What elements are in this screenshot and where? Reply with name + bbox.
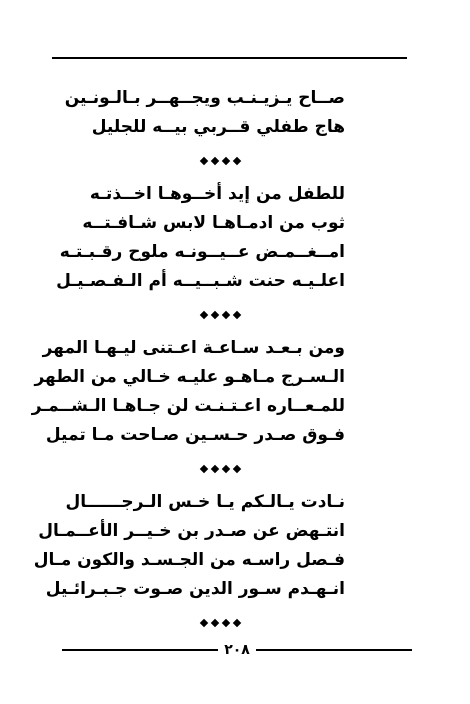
diamond-icon [221,156,231,166]
verse-line: ومن بـعـد سـاعـة اعـتنى ليـهـا المهر [42,338,345,358]
page-footer [62,640,412,660]
diamond-icon [199,156,209,166]
diamond-icon [232,310,242,320]
diamond-icon [210,464,220,474]
page-number: ٢٠٨ [224,642,250,658]
verse-line: للطفل من إيد أخــوهـا اخــذتـه [89,184,345,204]
stanza [64,84,345,142]
verse-line: الـسـرج مـاهـو عليـه خـالي من الطهر [34,367,345,387]
stanza [31,334,345,450]
verse-line: ثوب من ادمـاهـا لابس شـافـتــه [82,213,345,233]
verse-line: انتـهض عن صـدر بن خـيــر الأعــمـال [38,521,345,541]
header-rule [52,57,407,59]
stanza [33,488,345,604]
diamond-icon [199,618,209,628]
diamond-icon [232,618,242,628]
diamond-icon [221,464,231,474]
diamond-icon [232,464,242,474]
ornament-divider [95,142,345,180]
verse-line: فـصل راسـه من الجـسـد والكون مـال [33,550,345,570]
ornament-divider [95,450,345,488]
diamond-icon [221,310,231,320]
verse-line: فـوق صـدر حـسـين صـاحت مـا تميل [45,425,345,445]
verse-line: اعلـيـه حنت شـبــيــه أم الـفـصـيـل [56,271,345,291]
stanza [56,180,345,296]
verse-line: صــاح يـزيـنـب ويجــهــر بـالـونـين [64,88,345,108]
ornament-divider [95,296,345,334]
verse-line: امــغــمـض عــيــونـه ملوح رقـبـتـه [59,242,345,262]
footer-rule-right [256,649,412,651]
verse-line: نـادت يـالـكم يـا خـس الـرجــــــال [65,492,345,512]
diamond-icon [232,156,242,166]
diamond-icon [221,618,231,628]
verse-line: هاج طفلي قــربي بيــه للجليل [91,117,345,137]
diamond-icon [199,464,209,474]
footer-rule-left [62,649,218,651]
verse-line: انـهـدم سـور الدين صـوت جـبـرائـيل [45,579,345,599]
diamond-icon [199,310,209,320]
ornament-divider [95,604,345,642]
diamond-icon [210,156,220,166]
poem-body [31,84,345,642]
diamond-icon [210,618,220,628]
diamond-icon [210,310,220,320]
verse-line: للمـعــاره اعـتـنـت لن جـاهـا الـشــمـر [31,396,345,416]
